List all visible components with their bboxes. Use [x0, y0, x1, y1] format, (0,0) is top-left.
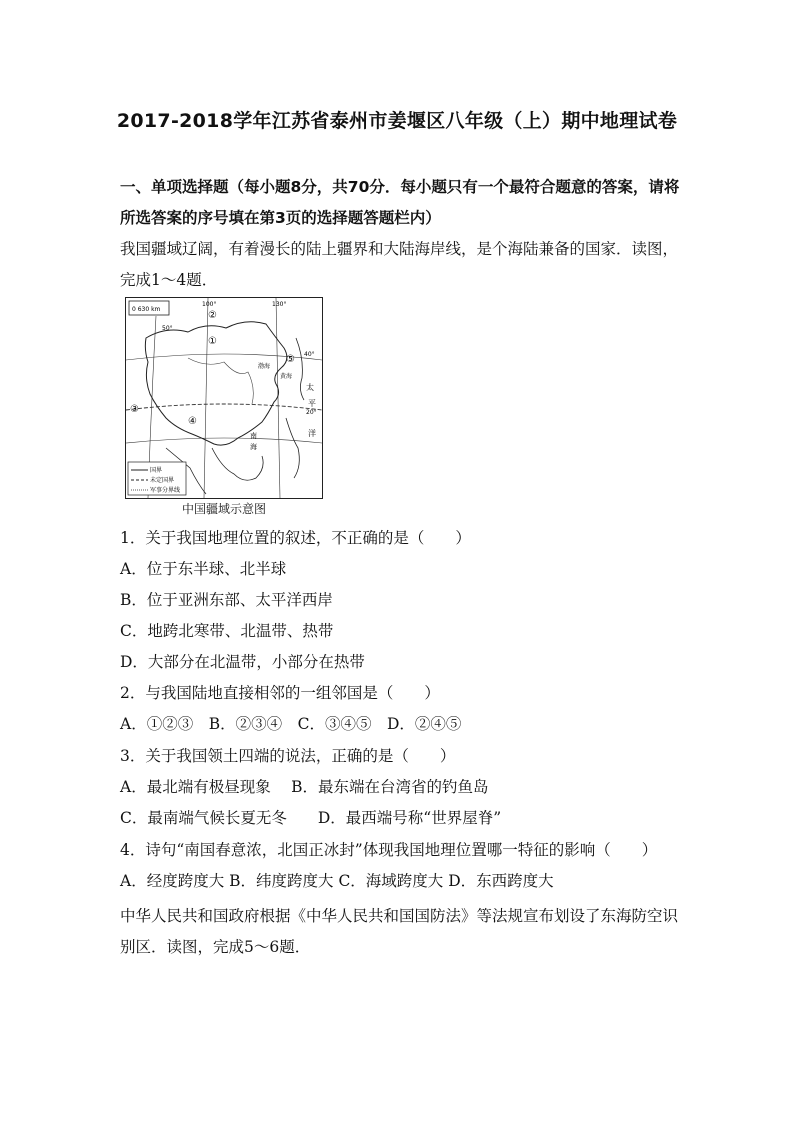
china-territory-map — [125, 297, 323, 499]
q1-option-c: C．地跨北寒带、北温带、热带 — [120, 622, 334, 640]
q4-options: A．经度跨度大 B．纬度跨度大 C．海域跨度大 D．东西跨度大 — [120, 872, 554, 890]
marker-4: ④ — [188, 416, 197, 427]
question-3: 3．关于我国领土四端的说法，正确的是（ ） — [120, 747, 456, 765]
nanhai-label-1: 南 — [250, 432, 257, 440]
lon-100-label: 100° — [202, 301, 217, 308]
japan-outline — [296, 338, 304, 400]
q1-option-a: A．位于东半球、北半球 — [120, 560, 287, 578]
map-caption: 中国疆域示意图 — [181, 502, 266, 516]
marker-5: ⑤ — [286, 354, 295, 365]
lat-40-label: 40° — [304, 351, 315, 358]
q3-options-cd: C．最南端气候长夏无冬 D．最西端号称“世界屋脊” — [120, 809, 502, 827]
legend-undetermined-border: 未定国界 — [150, 477, 175, 484]
tropic-line — [126, 404, 322, 410]
section-heading: 一、单项选择题（每小题8分，共70分．每小题只有一个最符合题意的答案，请将所选答案的序号填在第3页的选择题答题栏内） — [120, 178, 680, 227]
nanhai-label-2: 海 — [250, 443, 257, 451]
q1-option-b: B．位于亚洲东部、太平洋西岸 — [120, 591, 333, 609]
map-scale: 0 630 km — [132, 306, 161, 313]
lat-20-label: 20° — [306, 409, 317, 416]
lon-130-label: 130° — [272, 301, 287, 308]
intro-paragraph-1: 我国疆域辽阔，有着漫长的陆上疆界和大陆海岸线，是个海陆兼备的国家．读图，完成1～4题． — [120, 240, 679, 289]
huanghai-label: 黄海 — [280, 373, 293, 380]
q2-options: A．①②③ B．②③④ C．③④⑤ D．②④⑤ — [120, 715, 462, 733]
pacific-label-3: 洋 — [308, 429, 316, 438]
meridian-100 — [204, 298, 208, 498]
river-sketch — [188, 358, 253, 404]
question-2: 2．与我国陆地直接相邻的一组邻国是（ ） — [120, 684, 440, 702]
pacific-label-2: 平 — [308, 399, 316, 408]
document-title: 2017-2018学年江苏省泰州市姜堰区八年级（上）期中地理试卷 — [116, 110, 678, 132]
parallel-20 — [126, 438, 322, 443]
legend-national-border: 国界 — [150, 467, 163, 474]
south-coast — [212, 448, 263, 480]
marker-1: ① — [208, 336, 217, 347]
philippines-outline — [286, 418, 299, 478]
legend-military-line: 军事分界线 — [150, 487, 181, 494]
marker-3: ③ — [130, 404, 139, 415]
pacific-label-1: 太 — [306, 383, 314, 392]
marker-2: ② — [208, 310, 217, 321]
q1-option-d: D．大部分在北温带，小部分在热带 — [120, 653, 365, 671]
question-1: 1．关于我国地理位置的叙述，不正确的是（ ） — [120, 529, 471, 547]
bohai-label: 渤海 — [258, 363, 271, 370]
lat-50-label: 50° — [162, 325, 173, 332]
q3-options-ab: A．最北端有极昼现象 B．最东端在台湾省的钓鱼岛 — [120, 778, 489, 796]
intro-paragraph-2: 中华人民共和国政府根据《中华人民共和国国防法》等法规宣布划设了东海防空识别区．读图，完成5～6题． — [120, 907, 679, 956]
question-4: 4．诗句“南国春意浓，北国正冰封”体现我国地理位置哪一特征的影响（ ） — [120, 841, 658, 859]
